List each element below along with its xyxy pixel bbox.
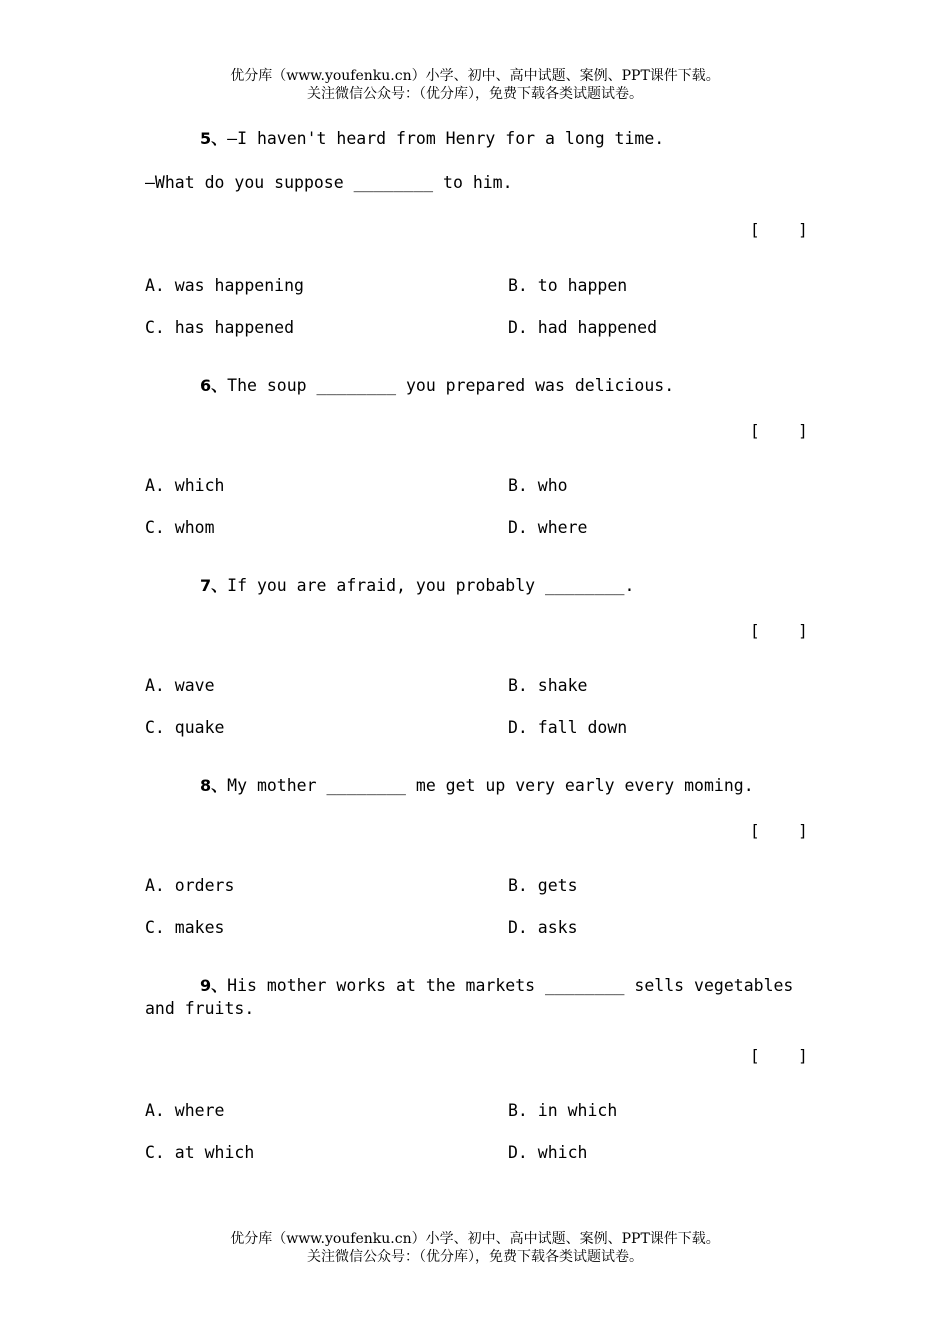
question-5-line-2: —What do you suppose ________ to him.: [145, 173, 513, 192]
header-line-2: 关注微信公众号：（优分库），免费下载各类试题试卷。: [307, 86, 643, 102]
answer-bracket[interactable]: [ ]: [750, 1046, 808, 1065]
answer-bracket[interactable]: [ ]: [750, 821, 808, 840]
footer-line-1: 优分库（www.youfenku.cn）小学、初中、高中试题、案例、PPT课件下载。: [230, 1231, 720, 1247]
option-a[interactable]: A. which: [145, 476, 225, 495]
question-number: 9、: [200, 976, 228, 995]
answer-bracket[interactable]: [ ]: [750, 621, 808, 640]
option-b[interactable]: B. in which: [508, 1101, 618, 1120]
question-text: His mother works at the markets ________ sells vegetables: [227, 976, 794, 995]
option-a[interactable]: A. was happening: [145, 276, 304, 295]
question-number: 8、: [200, 776, 228, 795]
option-d[interactable]: D. had happened: [508, 318, 658, 337]
header-line-1: 优分库（www.youfenku.cn）小学、初中、高中试题、案例、PPT课件下载。: [230, 68, 720, 84]
option-c[interactable]: C. makes: [145, 918, 225, 937]
option-d[interactable]: D. which: [508, 1143, 588, 1162]
question-5: [200, 126, 664, 149]
question-7: [200, 573, 634, 596]
option-a[interactable]: A. where: [145, 1101, 225, 1120]
option-d[interactable]: D. fall down: [508, 718, 628, 737]
answer-bracket[interactable]: [ ]: [750, 220, 808, 239]
question-number: 7、: [200, 576, 228, 595]
answer-bracket[interactable]: [ ]: [750, 421, 808, 440]
question-text: The soup ________ you prepared was delicious.: [227, 376, 675, 395]
question-9: [200, 973, 793, 996]
question-number: 5、: [200, 129, 228, 148]
question-9-line-2: and fruits.: [145, 999, 255, 1018]
question-text: —I haven't heard from Henry for a long time.: [227, 129, 665, 148]
page-footer: [0, 1230, 950, 1266]
option-b[interactable]: B. gets: [508, 876, 578, 895]
option-d[interactable]: D. asks: [508, 918, 578, 937]
option-d[interactable]: D. where: [508, 518, 588, 537]
question-number: 6、: [200, 376, 228, 395]
option-c[interactable]: C. has happened: [145, 318, 295, 337]
question-6: [200, 373, 674, 396]
footer-line-2: 关注微信公众号：（优分库），免费下载各类试题试卷。: [307, 1249, 643, 1265]
question-text: If you are afraid, you probably ________.: [227, 576, 635, 595]
question-text: My mother ________ me get up very early every moming.: [227, 776, 754, 795]
option-c[interactable]: C. whom: [145, 518, 215, 537]
option-b[interactable]: B. who: [508, 476, 568, 495]
option-b[interactable]: B. to happen: [508, 276, 628, 295]
option-c[interactable]: C. at which: [145, 1143, 255, 1162]
page-header: [0, 67, 950, 103]
option-a[interactable]: A. wave: [145, 676, 215, 695]
option-b[interactable]: B. shake: [508, 676, 588, 695]
question-8: [200, 773, 754, 796]
option-c[interactable]: C. quake: [145, 718, 225, 737]
option-a[interactable]: A. orders: [145, 876, 235, 895]
